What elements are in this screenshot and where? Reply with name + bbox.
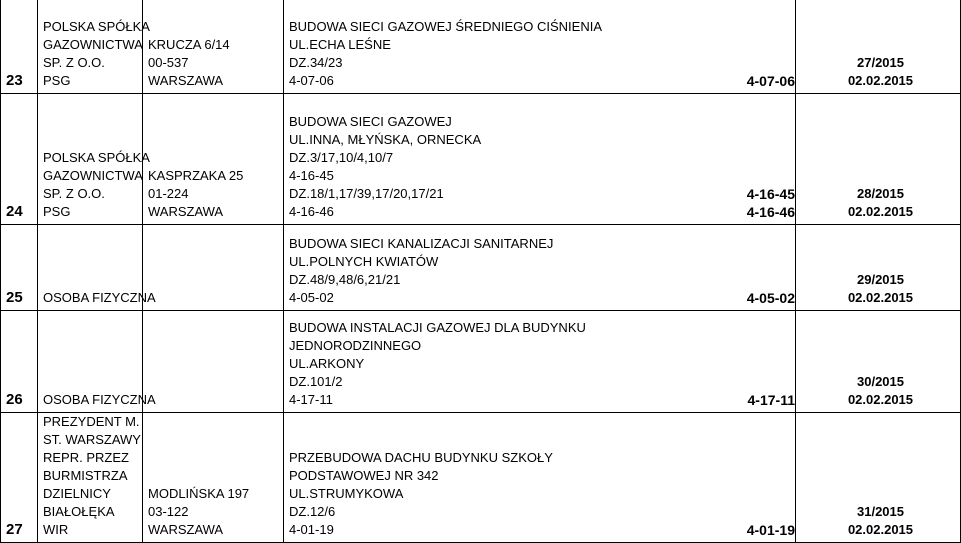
description-line: BUDOWA SIECI GAZOWEJ ŚREDNIEGO CIŚNIENIA [289,19,603,34]
description-line: BUDOWA SIECI KANALIZACJI SANITARNEJ [289,236,554,251]
description-line: BUDOWA SIECI GAZOWEJ [289,114,452,129]
description-cell [284,94,631,225]
decision-cell [796,225,961,311]
investor-line: BURMISTRZA [43,468,128,483]
investor-line: GAZOWNICTWA [43,168,143,183]
address-line: 01-224 [148,186,189,201]
investor-line: PSG [43,204,71,219]
parcel-code: 4-07-06 [746,73,795,89]
row-number: 27 [1,413,38,543]
decision-cell [796,413,961,543]
parcel-code: 4-05-02 [746,290,795,306]
spacer-cell [631,225,700,311]
investor-line: POLSKA SPÓŁKA [43,150,150,165]
description-line: DZ.48/9,48/6,21/21 [289,272,401,287]
decision-cell [796,311,961,413]
parcel-codes-cell [700,311,796,413]
decision-number: 31/2015 [857,504,904,519]
decision-number: 29/2015 [857,272,904,287]
description-line: DZ.12/6 [289,504,336,519]
address-cell [143,0,284,94]
investor-cell [38,413,143,543]
decision-date: 02.02.2015 [847,522,914,537]
decision-cell [796,0,961,94]
parcel-codes-cell [700,225,796,311]
address-line: 03-122 [148,504,189,519]
decision-date: 02.02.2015 [847,73,914,88]
investor-line: GAZOWNICTWA [43,37,143,52]
description-line: BUDOWA INSTALACJI GAZOWEJ DLA BUDYNKU [289,320,586,335]
decision-cell [796,94,961,225]
decision-date: 02.02.2015 [847,204,914,219]
investor-line: PREZYDENT M. [43,414,140,429]
decision-number: 27/2015 [857,55,904,70]
address-cell [143,94,284,225]
investor-line: POLSKA SPÓŁKA [43,19,150,34]
parcel-code: 4-01-19 [746,522,795,538]
description-cell [284,413,631,543]
investor-line: BIAŁOŁĘKA [43,504,115,519]
description-line: 4-07-06 [289,73,334,88]
decision-date: 02.02.2015 [847,290,914,305]
parcel-codes-cell [700,94,796,225]
description-line: JEDNORODZINNEGO [289,338,422,353]
address-line: 00-537 [148,55,189,70]
description-line: 4-01-19 [289,522,334,537]
address-line: WARSZAWA [148,204,224,219]
table-row [1,225,961,311]
description-line: DZ.101/2 [289,374,343,389]
description-line: UL.POLNYCH KWIATÓW [289,254,439,269]
spacer-cell [631,94,700,225]
address-line: MODLIŃSKA 197 [148,486,250,501]
table-row [1,413,961,543]
address-cell [143,225,284,311]
row-number: 23 [1,0,38,94]
address-line: KASPRZAKA 25 [148,168,244,183]
parcel-code: 4-16-45 [746,186,795,202]
investor-line: SP. Z O.O. [43,186,105,201]
description-cell [284,0,631,94]
description-line: DZ.3/17,10/4,10/7 [289,150,394,165]
description-line: UL.ECHA LEŚNE [289,37,391,52]
row-number: 25 [1,225,38,311]
investor-line: OSOBA FIZYCZNA [43,290,156,305]
description-line: DZ.34/23 [289,55,343,70]
table-row [1,0,961,94]
spacer-cell [631,311,700,413]
description-line: PRZEBUDOWA DACHU BUDYNKU SZKOŁY [289,450,553,465]
row-number: 26 [1,311,38,413]
description-line: DZ.18/1,17/39,17/20,17/21 [289,186,444,201]
investor-line: WIR [43,522,69,537]
table-row [1,311,961,413]
description-line: 4-16-46 [289,204,334,219]
description-line: UL.ARKONY [289,356,365,371]
row-number: 24 [1,94,38,225]
decision-date: 02.02.2015 [847,392,914,407]
investor-line: REPR. PRZEZ [43,450,129,465]
address-line: KRUCZA 6/14 [148,37,230,52]
parcel-code: 4-17-11 [747,392,795,408]
investor-cell [38,0,150,94]
spacer-cell [631,413,700,543]
table-row [1,94,961,225]
address-cell [143,413,284,543]
investor-line: OSOBA FIZYCZNA [43,392,156,407]
investor-cell [38,94,150,225]
address-line: WARSZAWA [148,73,224,88]
description-cell [284,311,631,413]
decision-number: 28/2015 [857,186,904,201]
investor-line: PSG [43,73,71,88]
address-line: WARSZAWA [148,522,224,537]
investor-cell [38,311,156,413]
description-line: 4-05-02 [289,290,334,305]
description-line: UL.STRUMYKOWA [289,486,404,501]
parcel-codes-cell [700,0,796,94]
description-line: 4-17-11 [289,392,333,407]
investor-line: ST. WARSZAWY [43,432,141,447]
description-line: PODSTAWOWEJ NR 342 [289,468,439,483]
investor-cell [38,225,156,311]
description-cell [284,225,631,311]
address-cell [143,311,284,413]
description-line: UL.INNA, MŁYŃSKA, ORNECKA [289,132,482,147]
investor-line: SP. Z O.O. [43,55,105,70]
parcel-code: 4-16-46 [746,204,795,220]
parcel-codes-cell [700,413,796,543]
description-line: 4-16-45 [289,168,334,183]
spacer-cell [631,0,700,94]
decision-number: 30/2015 [857,374,904,389]
investor-line: DZIELNICY [43,486,111,501]
